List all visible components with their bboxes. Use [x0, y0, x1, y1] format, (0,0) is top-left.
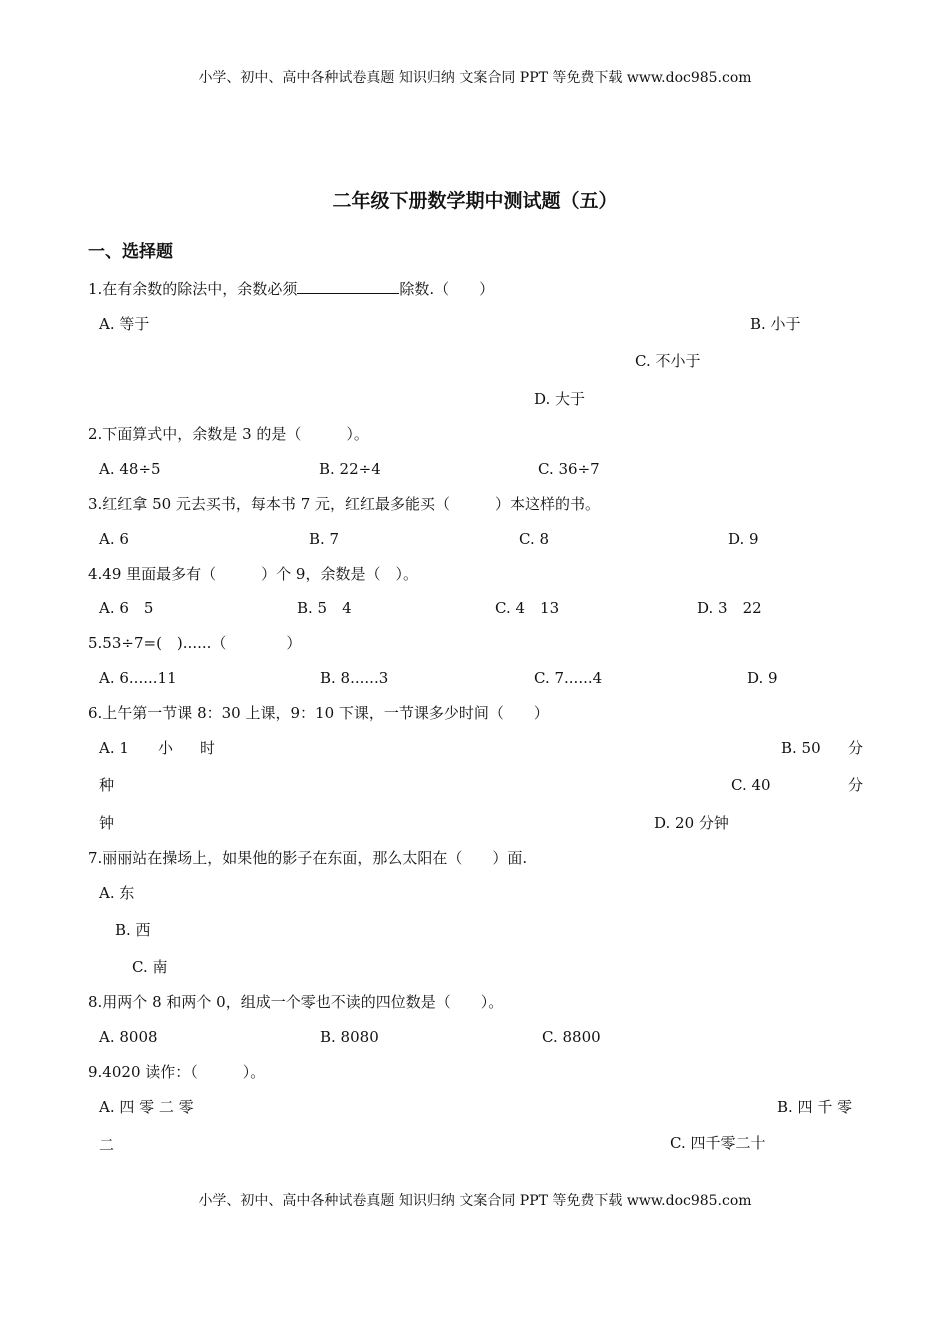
option-fragment: 分 — [848, 776, 864, 794]
question-stem: 1.在有余数的除法中，余数必须 — [88, 280, 298, 298]
option: D. 9 — [728, 530, 759, 548]
option: D. 3 22 — [697, 599, 762, 617]
option: C. 36÷7 — [538, 460, 600, 478]
option-fragment: C. 40 — [731, 776, 771, 794]
option: C. 8800 — [542, 1028, 601, 1046]
question-5: 5.53÷7=( )......（ ） — [88, 634, 302, 652]
option: A. 6......11 — [99, 669, 177, 687]
question-9: 9.4020 读作：（ ）。 — [88, 1063, 266, 1081]
option-fragment: 钟 — [99, 814, 115, 832]
option-fragment: 种 — [99, 776, 115, 794]
answer-blank — [297, 279, 399, 294]
option-fragment: 小 — [158, 739, 174, 757]
question-8: 8.用两个 8 和两个 0，组成一个零也不读的四位数是（ ）。 — [88, 993, 504, 1011]
page-footer: 小学、初中、高中各种试卷真题 知识归纳 文案合同 PPT 等免费下载 www.doc985.com — [198, 1193, 752, 1209]
option: A. 8008 — [99, 1028, 158, 1046]
option-fragment: 分 — [848, 739, 864, 757]
option: B. 22÷4 — [319, 460, 381, 478]
question-6: 6.上午第一节课 8：30 上课，9：10 下课，一节课多少时间（ ） — [88, 704, 549, 722]
option: C. 南 — [132, 958, 168, 976]
option: A. 48÷5 — [99, 460, 161, 478]
option-fragment: B. 50 — [781, 739, 821, 757]
option: B. 8......3 — [320, 669, 389, 687]
page-header: 小学、初中、高中各种试卷真题 知识归纳 文案合同 PPT 等免费下载 www.doc985.com — [198, 70, 752, 86]
page-title: 二年级下册数学期中测试题（五） — [332, 190, 618, 212]
option: A. 6 5 — [99, 599, 154, 617]
question-4: 4.49 里面最多有（ ）个 9，余数是（ ）。 — [88, 565, 418, 583]
option-fragment: B. 四 千 零 — [777, 1098, 853, 1116]
option-fragment: D. 20 分钟 — [654, 814, 729, 832]
option: B. 8080 — [320, 1028, 379, 1046]
option: B. 5 4 — [297, 599, 352, 617]
option: A. 6 — [99, 530, 129, 548]
option: A. 东 — [99, 884, 135, 902]
option: C. 不小于 — [635, 352, 701, 370]
question-2: 2.下面算式中，余数是 3 的是（ ）。 — [88, 425, 369, 443]
option: B. 7 — [309, 530, 340, 548]
option: D. 9 — [747, 669, 778, 687]
option: B. 小于 — [750, 315, 801, 333]
option: B. 西 — [115, 921, 151, 939]
option: C. 4 13 — [495, 599, 560, 617]
section-heading: 一、选择题 — [88, 242, 173, 262]
option-fragment: 二 — [99, 1136, 115, 1154]
option-fragment: C. 四千零二十 — [670, 1134, 766, 1152]
question-3: 3.红红拿 50 元去买书，每本书 7 元，红红最多能买（ ）本这样的书。 — [88, 495, 601, 513]
option-fragment: A. 四 零 二 零 — [99, 1098, 194, 1116]
question-1 — [88, 279, 494, 299]
option: C. 7......4 — [534, 669, 603, 687]
option-fragment: 时 — [200, 739, 216, 757]
question-stem-end: 除数.（ ） — [399, 280, 495, 298]
option: C. 8 — [519, 530, 550, 548]
option-fragment: A. 1 — [99, 739, 129, 757]
option: A. 等于 — [99, 315, 150, 333]
option: D. 大于 — [534, 390, 586, 408]
question-7: 7.丽丽站在操场上，如果他的影子在东面，那么太阳在（ ）面. — [88, 849, 528, 867]
